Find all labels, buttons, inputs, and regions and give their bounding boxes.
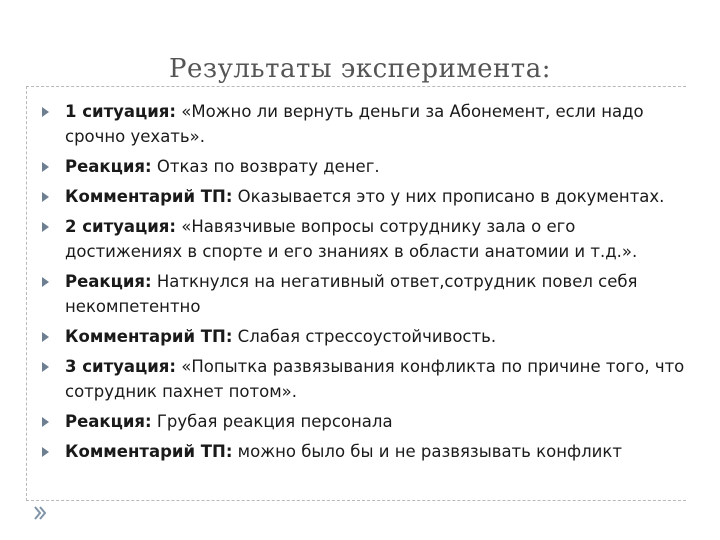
frame-top-line xyxy=(26,86,686,87)
triangle-bullet-icon xyxy=(42,417,49,427)
list-item xyxy=(40,184,690,209)
triangle-bullet-icon xyxy=(42,192,49,202)
double-chevron-right-icon[interactable] xyxy=(32,505,48,521)
slide-title: Результаты эксперимента: xyxy=(169,54,551,84)
list-item xyxy=(40,99,690,149)
item-text: Оказывается это у них прописано в документах. xyxy=(232,187,665,206)
item-label: 3 ситуация: xyxy=(65,357,177,376)
item-label: Комментарий ТП: xyxy=(65,187,233,206)
item-text: «Навязчивые вопросы сотруднику зала о его достижениях в спорте и его знаниях в области анатомии и т.д.». xyxy=(65,217,638,261)
list-item xyxy=(40,324,690,349)
frame-bottom-line xyxy=(26,500,686,501)
triangle-bullet-icon xyxy=(42,107,49,117)
list-item xyxy=(40,154,690,179)
item-text: «Можно ли вернуть деньги за Абонемент, если надо срочно уехать». xyxy=(65,102,644,146)
item-text: Наткнулся на негативный ответ,сотрудник повел себя некомпетентно xyxy=(65,272,638,316)
bullet-list xyxy=(40,99,690,469)
item-label: 2 ситуация: xyxy=(65,217,177,236)
triangle-bullet-icon xyxy=(42,277,49,287)
list-item xyxy=(40,409,690,434)
item-label: Реакция: xyxy=(65,412,152,431)
item-label: Реакция: xyxy=(65,157,152,176)
triangle-bullet-icon xyxy=(42,222,49,232)
list-item xyxy=(40,439,690,464)
item-text: Слабая стрессоустойчивость. xyxy=(232,327,497,346)
list-item xyxy=(40,214,690,264)
item-label: Комментарий ТП: xyxy=(65,442,233,461)
item-label: Комментарий ТП: xyxy=(65,327,233,346)
list-item xyxy=(40,269,690,319)
item-text: «Попытка развязывания конфликта по причине того, что сотрудник пахнет потом». xyxy=(65,357,685,401)
list-item xyxy=(40,354,690,404)
item-label: 1 ситуация: xyxy=(65,102,177,121)
item-label: Реакция: xyxy=(65,272,152,291)
triangle-bullet-icon xyxy=(42,162,49,172)
frame-left-line xyxy=(26,86,27,501)
item-text: Отказ по возврату денег. xyxy=(151,157,380,176)
triangle-bullet-icon xyxy=(42,332,49,342)
item-text: можно было бы и не развязывать конфликт xyxy=(232,442,622,461)
triangle-bullet-icon xyxy=(42,362,49,372)
item-text: Грубая реакция персонала xyxy=(151,412,393,431)
triangle-bullet-icon xyxy=(42,447,49,457)
